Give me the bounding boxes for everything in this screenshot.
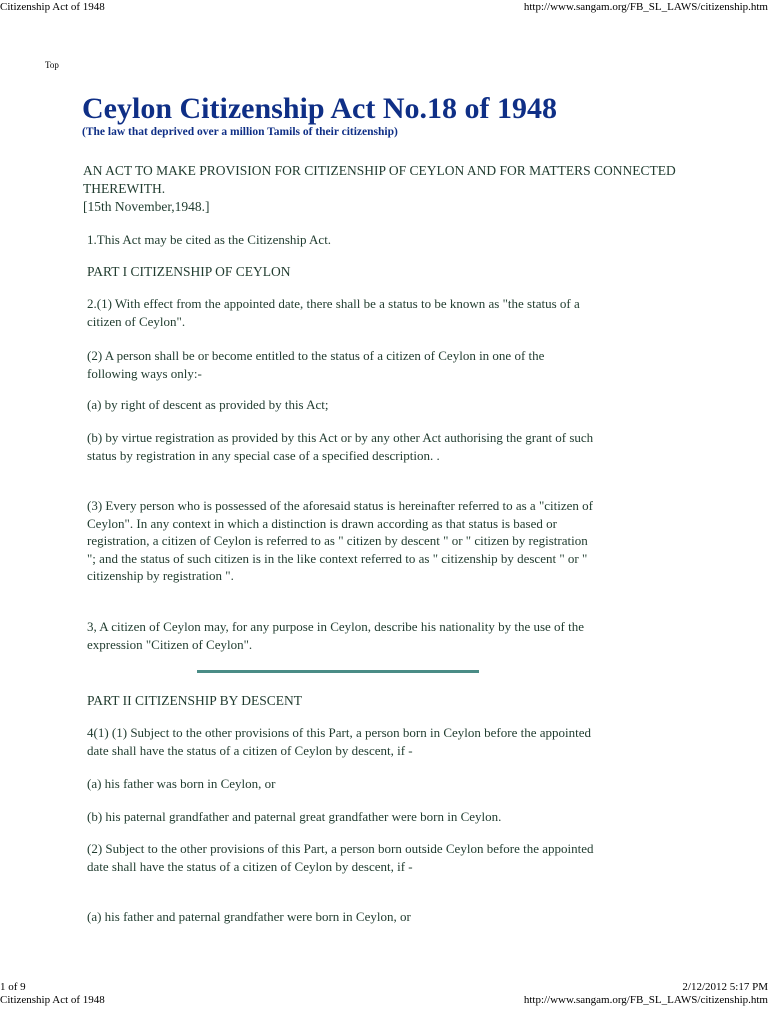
act-preamble (83, 162, 683, 216)
header-url: http://www.sangam.org/FB_SL_LAWS/citizenship.htm (523, 1, 768, 13)
preamble-date: [15th November,1948.] (83, 199, 210, 214)
footer-datetime: 2/12/2012 5:17 PM (682, 981, 768, 993)
horizontal-rule (197, 670, 479, 673)
section-4-2: (2) Subject to the other provisions of this Part, a person born outside Ceylon before the appointed date shall have the status of a citizen of Ceylon by descent, if - (87, 841, 594, 874)
section-4-2-a: (a) his father and paternal grandfather were born in Ceylon, or (87, 909, 411, 924)
footer-page-count: 1 of 9 (0, 981, 26, 993)
section-4-1: 4(1) (1) Subject to the other provisions of this Part, a person born in Ceylon before the appointed date shall have the status of a citizen of Ceylon by descent, if - (87, 725, 592, 758)
section-2-2-a: (a) by right of descent as provided by this Act; (87, 397, 329, 412)
document-subtitle: (The law that deprived over a million Tamils of their citizenship) (82, 126, 398, 138)
document-title: Ceylon Citizenship Act No.18 of 1948 (82, 92, 557, 125)
next-page-header-url: http://www.sangam.org/FB_SL_LAWS/citizenship.htm (523, 994, 768, 1006)
section-2-3: (3) Every person who is possessed of the aforesaid status is hereinafter referred to as a "citizen of Ceylon". In any context in which a distinction is drawn according as that status is based or registration, a citizen of Ceylon is referred to as " citizen by descent " or " citizen by registration "; and the status of such citizen is in the like context referred to as " citizenship by descent " or " citizenship by registration ". (87, 498, 593, 583)
part-1-heading: PART I CITIZENSHIP OF CEYLON (87, 264, 291, 279)
top-link[interactable]: Top (45, 60, 59, 70)
section-4-1-a: (a) his father was born in Ceylon, or (87, 776, 276, 791)
section-2-2-b: (b) by virtue registration as provided by this Act or by any other Act authorising the grant of such status by registration in any special case of a specified description. . (87, 430, 594, 463)
header-page-title: Citizenship Act of 1948 (0, 1, 105, 13)
preamble-text: AN ACT TO MAKE PROVISION FOR CITIZENSHIP OF CEYLON AND FOR MATTERS CONNECTED THEREWITH. (83, 163, 676, 196)
section-2-1: 2.(1) With effect from the appointed date, there shall be a status to be known as "the status of a citizen of Ceylon". (87, 296, 580, 329)
section-1: 1.This Act may be cited as the Citizenship Act. (87, 232, 332, 247)
next-page-header-title: Citizenship Act of 1948 (0, 994, 105, 1006)
section-3: 3, A citizen of Ceylon may, for any purpose in Ceylon, describe his nationality by the use of the expression "Citizen of Ceylon". (87, 619, 585, 652)
part-2-heading: PART II CITIZENSHIP BY DESCENT (87, 693, 302, 708)
section-2-2: (2) A person shall be or become entitled to the status of a citizen of Ceylon in one of the following ways only:- (87, 348, 545, 381)
section-4-1-b: (b) his paternal grandfather and paternal great grandfather were born in Ceylon. (87, 809, 502, 824)
